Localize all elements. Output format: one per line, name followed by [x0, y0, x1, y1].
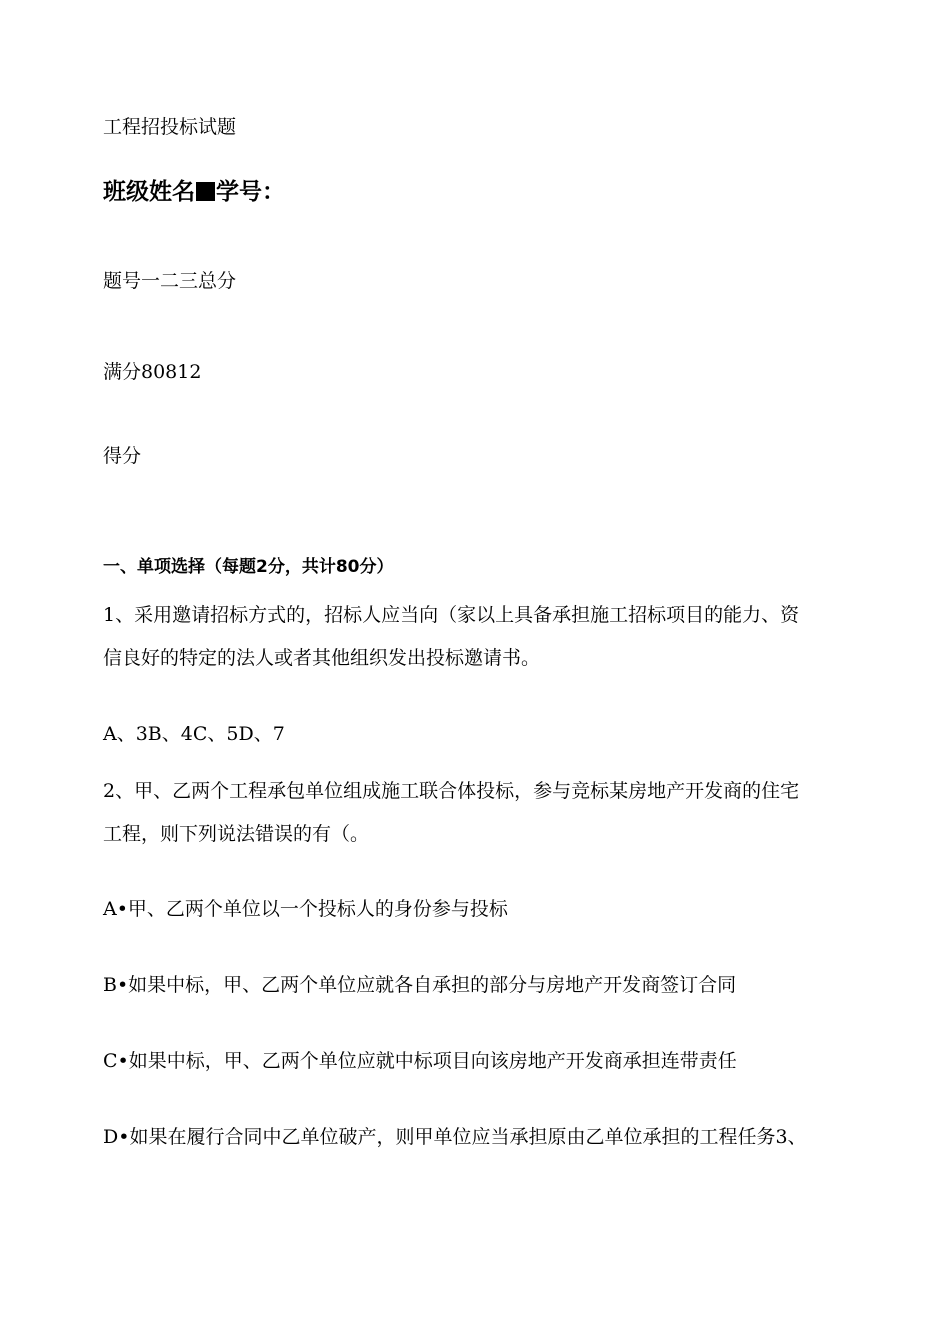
question-2-line-2: 工程，则下列说法错误的有（。: [103, 823, 370, 845]
question-2-option-c: C•如果中标，甲、乙两个单位应就中标项目向该房地产开发商承担连带责任: [103, 1050, 737, 1072]
question-2-option-b: B•如果中标，甲、乙两个单位应就各自承担的部分与房地产开发商签订合同: [103, 974, 737, 996]
score-table-header-row: 题号一二三总分: [103, 270, 237, 292]
header-class-name-label: 班级姓名: [103, 179, 195, 205]
redaction-block: [196, 182, 215, 201]
score-table-full-marks-row: 满分80812: [103, 361, 202, 383]
question-1-line-1: 1、采用邀请招标方式的，招标人应当向（家以上具备承担施工招标项目的能力、资: [103, 604, 800, 626]
score-table-score-row: 得分: [103, 445, 142, 467]
question-2-line-1: 2、甲、乙两个工程承包单位组成施工联合体投标，参与竞标某房地产开发商的住宅: [103, 780, 800, 802]
document-title: 工程招投标试题: [103, 116, 237, 138]
header-student-id-label: 学号：: [216, 179, 285, 205]
question-2-option-a: A•甲、乙两个单位以一个投标人的身份参与投标: [103, 898, 508, 920]
question-1-options: A、3B、4C、5D、7: [103, 723, 285, 745]
student-info-header: [103, 178, 285, 206]
question-2-option-d: D•如果在履行合同中乙单位破产，则甲单位应当承担原由乙单位承担的工程任务3、: [103, 1126, 807, 1148]
question-1-line-2: 信良好的特定的法人或者其他组织发出投标邀请书。: [103, 647, 541, 669]
section-heading: 一、单项选择（每题2分，共计80分）: [103, 557, 394, 577]
